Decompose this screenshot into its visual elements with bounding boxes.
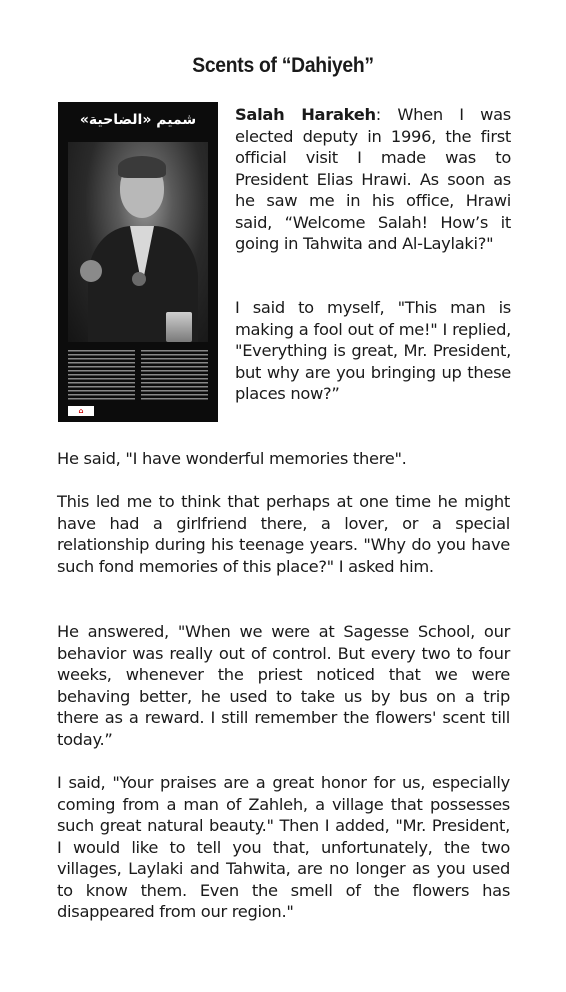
speaker-photo xyxy=(68,142,208,342)
newspaper-clipping-image xyxy=(58,102,218,422)
paragraph-6: I said, "Your praises are a great honor for us, especially coming from a man of Zahleh, a village that possesses such great natural beauty." Then I added, "Mr. President, I would like to tell you that, unfortunately, the two villages, Laylaki and Tahwita, are no longer as you used to know them. Even the smell of the flowers has disappeared from our region." xyxy=(57,773,510,921)
microphone-icon xyxy=(80,260,102,282)
paragraph-4: This led me to think that perhaps at one time he might have had a girlfriend there, a lover, or a special relationship during his teenage years. "Why do you have such fond memories of this place?" I asked him. xyxy=(57,492,510,576)
speaker-name: Salah Harakeh xyxy=(235,105,376,124)
paragraph-1-text: : When I was elected deputy in 1996, the first official visit I made was to President Elias Hrawi. As soon as he saw me in his office, Hrawi said, “Welcome Salah! How’s it going in Tahwita and Al-Laylaki?" xyxy=(235,105,511,253)
page-title: Scents of “Dahiyeh” xyxy=(192,54,374,77)
paragraph-1 xyxy=(235,104,511,255)
paragraph-5: He answered, "When we were at Sagesse School, our behavior was really out of control. But every two to four weeks, whenever the priest noticed that we were behaving better, he used to take us by bus on a trip there as a reward. I still remember the flowers' scent till today.” xyxy=(57,622,510,749)
paragraph-2: I said to myself, "This man is making a fool out of me!" I replied, "Everything is great, Mr. President, but why are you bringing up these places now?” xyxy=(235,298,511,403)
newspaper-logo: ⌂ xyxy=(68,406,94,416)
clipping-body-text xyxy=(68,350,208,400)
clipping-headline: شميم «الضاحية» xyxy=(79,112,197,128)
paragraph-3: He said, "I have wonderful memories there". xyxy=(57,449,407,468)
